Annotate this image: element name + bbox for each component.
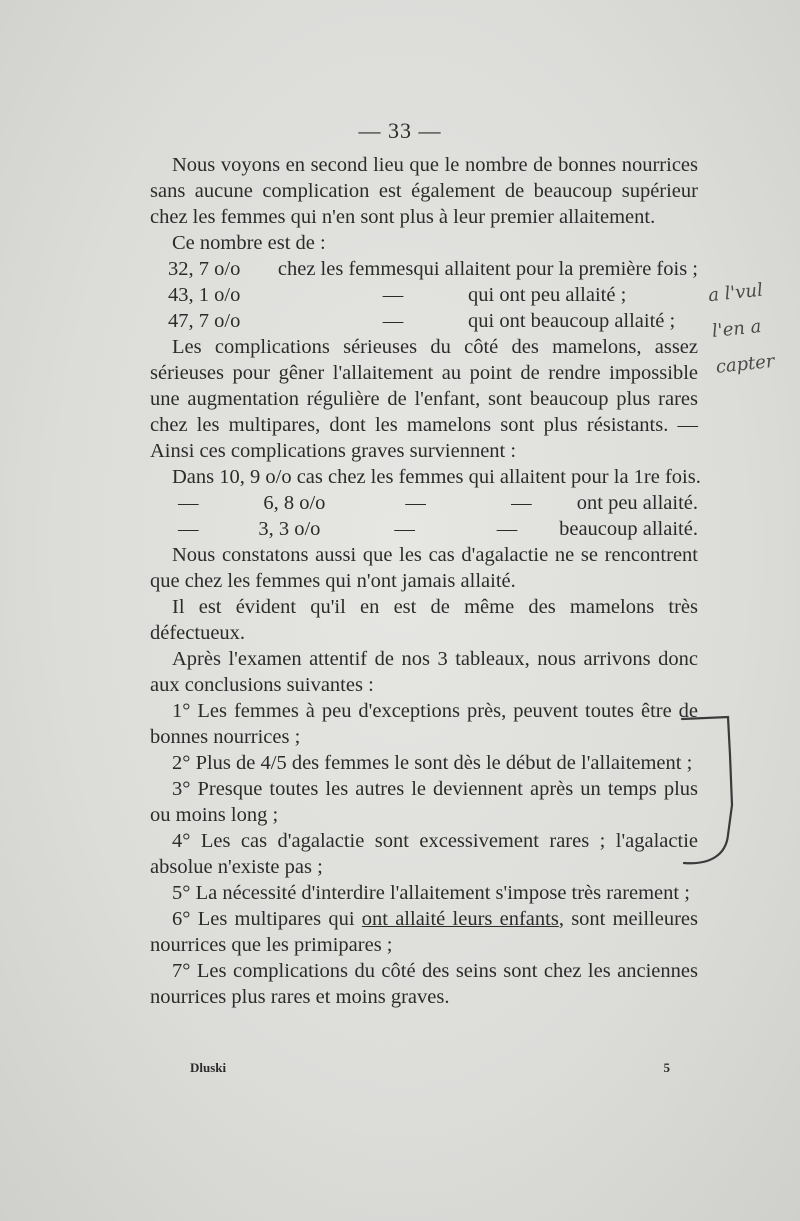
conclusion-item: 2° Plus de 4/5 des femmes le sont dès le début de l'allaitement ; — [172, 752, 693, 774]
stats-desc: ont peu allaité. — [576, 492, 699, 514]
footer-signature-mark: 5 — [663, 1060, 670, 1075]
stats-row — [150, 282, 698, 308]
stats-value: 43, 1 o/o — [168, 284, 241, 306]
stats-value: 3, 3 o/o — [258, 518, 321, 540]
conclusion-text: 6° Les multipares qui — [172, 908, 362, 930]
conclusion-item: 7° Les complications du côté des seins sont chez les anciennes nourrices plus rares et moins graves. — [150, 960, 698, 1008]
handwriting-line: l'en a — [711, 315, 763, 343]
stats-row — [150, 308, 698, 334]
paragraph: Après l'examen attentif de nos 3 tableaux, nous arrivons donc aux conclusions suivantes : — [150, 648, 698, 696]
page-footer — [190, 1060, 670, 1076]
footer-author: Dluski — [190, 1060, 227, 1075]
stats-desc: beaucoup allaité. — [559, 518, 698, 540]
conclusion-item — [150, 906, 698, 958]
handwritten-annotation — [707, 272, 777, 386]
stats-dash: — — [178, 492, 199, 514]
paragraph: Ce nombre est de : — [172, 232, 326, 254]
page-body — [150, 152, 701, 1010]
conclusion-item: 5° La nécessité d'interdire l'allaitement s'impose très rarement ; — [172, 882, 690, 904]
paragraph: Nous voyons en second lieu que le nombre de bonnes nourrices sans aucune complication est également de beaucoup supérieur chez les femmes qui n'en sont plus à leur premier allaitement. — [150, 154, 698, 228]
handwritten-bracket — [670, 715, 740, 875]
handwriting-line: capter — [714, 350, 776, 378]
stats-desc: qui ont peu allaité ; — [468, 284, 627, 306]
stats-value: 32, 7 o/o — [168, 258, 241, 280]
stats-dash: — — [511, 492, 532, 514]
underlined-text: ont allaité leurs enfants — [361, 908, 559, 930]
conclusion-text: , sont meilleures nourrices que les primipares ; — [150, 908, 698, 956]
page-number: — 33 — — [358, 118, 442, 143]
stats-group: — — [382, 310, 404, 332]
stats-dash: — — [178, 518, 199, 540]
stats-dash: — — [496, 518, 518, 540]
stats-dash: — — [394, 518, 415, 540]
stats-line: Dans 10, 9 o/o cas chez les femmes qui allaitent pour la 1re fois. — [172, 466, 701, 488]
stats-dash: — — [405, 492, 426, 514]
paragraph: Les complications sérieuses du côté des mamelons, assez sérieuses pour gêner l'allaitement au point de rendre impossible une augmentation régulière de l'enfant, sont beaucoup plus rares chez les multipares, dont les mamelons sont plus résistants. — Ainsi ces complications graves surviennent : — [150, 336, 698, 462]
conclusion-item: 1° Les femmes à peu d'exceptions près, peuvent toutes être de bonnes nourrices ; — [150, 700, 698, 748]
stats-row — [150, 464, 701, 490]
stats-row — [150, 256, 698, 282]
stats-value: 47, 7 o/o — [168, 310, 241, 332]
stats-row — [150, 516, 698, 542]
stats-table-1 — [150, 256, 698, 334]
stats-row — [150, 490, 698, 516]
paragraph: Il est évident qu'il en est de même des mamelons très défectueux. — [150, 596, 698, 644]
stats-desc: qui ont beaucoup allaité ; — [468, 310, 676, 332]
paragraph: Nous constatons aussi que les cas d'agalactie ne se rencontrent que chez les femmes qui n'ont jamais allaité. — [150, 544, 698, 592]
handwriting-line: a l'vul — [707, 279, 764, 307]
conclusion-item: 3° Presque toutes les autres le deviennent après un temps plus ou moins long ; — [150, 778, 698, 826]
stats-value: 6, 8 o/o — [263, 492, 326, 514]
stats-group: chez les femmes — [277, 258, 414, 280]
stats-desc: qui allaitent pour la première fois ; — [413, 258, 698, 280]
stats-group: — — [382, 284, 404, 306]
conclusion-item: 4° Les cas d'agalactie sont excessivement rares ; l'agalactie absolue n'existe pas ; — [150, 830, 698, 878]
stats-table-2 — [150, 464, 701, 542]
